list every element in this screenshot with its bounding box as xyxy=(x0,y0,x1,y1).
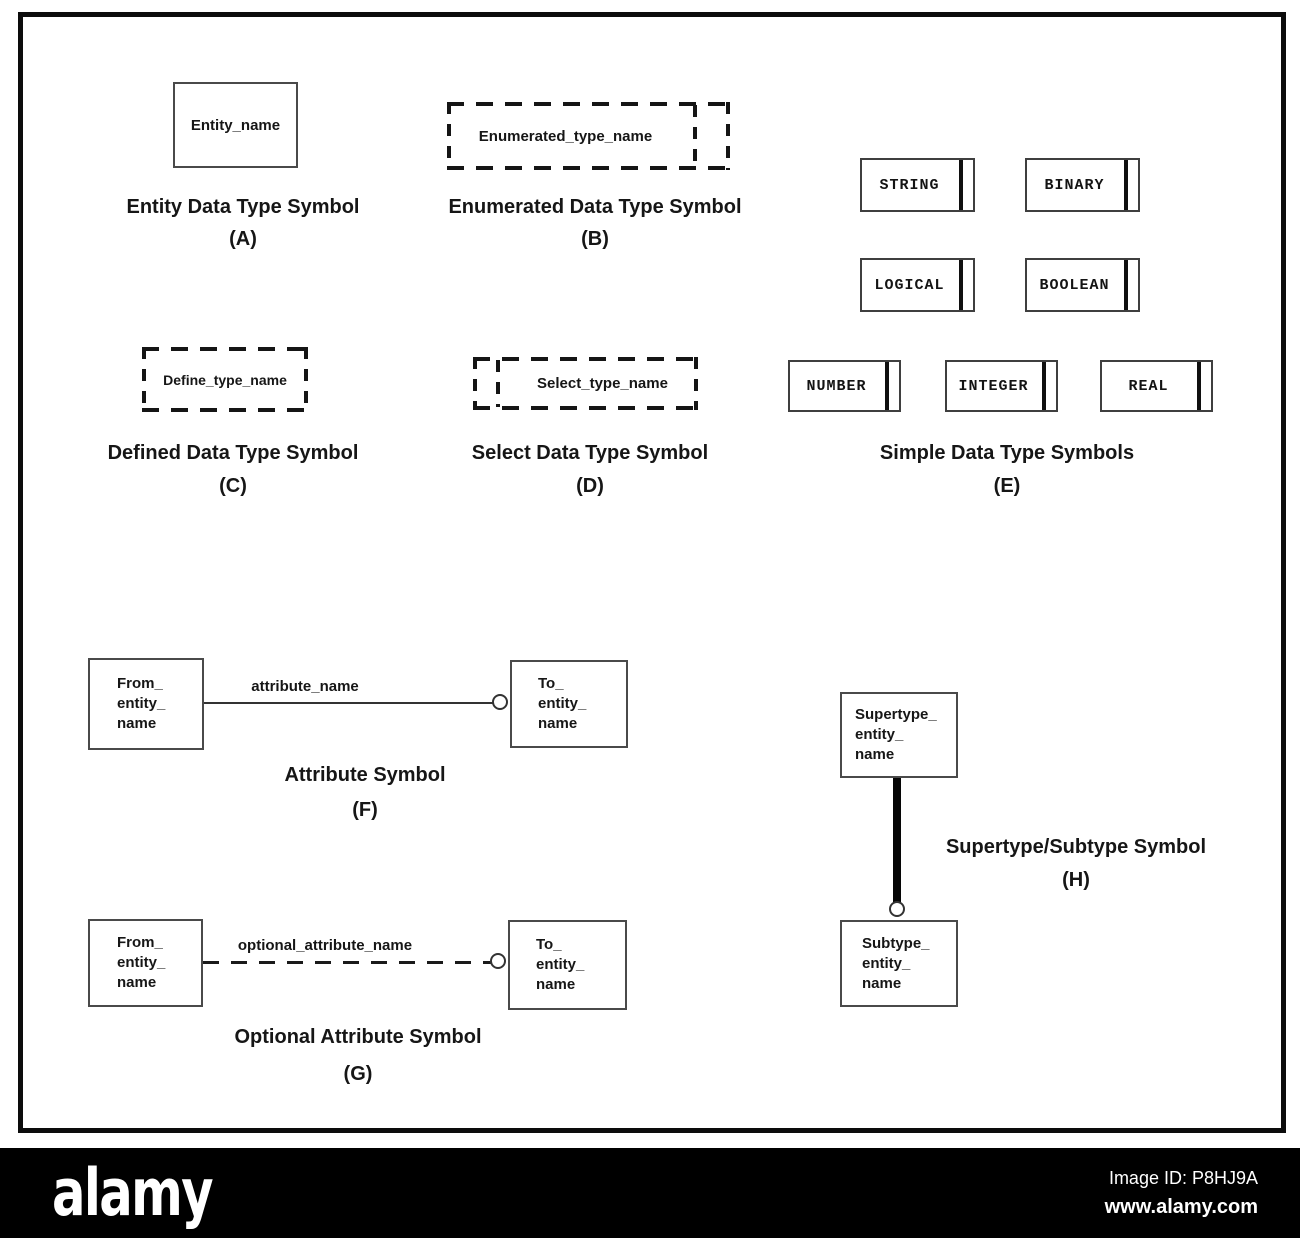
subtype-line: Subtype_ xyxy=(862,934,930,952)
caption-optional-attribute-text: Optional Attribute Symbol xyxy=(234,1026,482,1048)
attribute-line xyxy=(204,702,493,704)
simple-type-label-number: NUMBER xyxy=(806,377,867,395)
simple-type-bar xyxy=(885,362,889,410)
simple-type-bar xyxy=(1197,362,1201,410)
alamy-url-text: www.alamy.com xyxy=(1104,1196,1258,1218)
defined-type-label: Define_type_name xyxy=(163,371,287,388)
subtype-line: name xyxy=(862,974,902,992)
caption-defined-tag: (C) xyxy=(219,475,247,497)
supertype-subtype-circle xyxy=(889,901,905,917)
simple-type-bar xyxy=(959,160,963,210)
from-entity-line: From_ xyxy=(117,675,163,692)
simple-type-box-real xyxy=(1100,360,1213,412)
optional-attribute-circle xyxy=(490,953,506,969)
caption-attribute xyxy=(240,764,490,822)
supertype-line: entity_ xyxy=(855,726,904,743)
entity-type-box xyxy=(173,82,298,168)
subtype-line: entity_ xyxy=(862,954,911,972)
caption-entity-text: Entity Data Type Symbol xyxy=(126,196,360,218)
simple-type-box-boolean xyxy=(1025,258,1140,312)
caption-simple xyxy=(857,442,1157,498)
simple-type-box-binary xyxy=(1025,158,1140,212)
caption-defined xyxy=(95,442,371,498)
simple-type-bar xyxy=(1124,160,1128,210)
caption-supertype-subtype-tag: (H) xyxy=(1062,869,1090,891)
simple-type-box-logical xyxy=(860,258,975,312)
from-entity-line: name xyxy=(117,715,157,732)
simple-type-box-string xyxy=(860,158,975,212)
enumerated-divider-line xyxy=(693,105,697,167)
from-entity-line: entity_ xyxy=(117,954,166,971)
caption-supertype-subtype xyxy=(930,836,1222,892)
to-entity-line: name xyxy=(536,976,576,993)
caption-optional-attribute xyxy=(213,1026,503,1086)
caption-supertype-subtype-text: Supertype/Subtype Symbol xyxy=(945,836,1207,858)
caption-enumerated xyxy=(434,196,756,251)
enumerated-type-label: Enumerated_type_name xyxy=(478,127,653,145)
simple-type-label-real: REAL xyxy=(1128,377,1169,395)
simple-type-label-integer: INTEGER xyxy=(958,377,1029,395)
attribute-line-label: attribute_name xyxy=(251,678,359,695)
to-entity-line: entity_ xyxy=(538,695,587,712)
to-entity-line: To_ xyxy=(538,675,564,692)
optional-attribute-dashed-line xyxy=(203,961,491,964)
caption-attribute-tag: (F) xyxy=(352,799,378,821)
supertype-subtype-thick-line xyxy=(893,778,901,904)
caption-select-text: Select Data Type Symbol xyxy=(471,442,709,464)
caption-simple-text: Simple Data Type Symbols xyxy=(879,442,1135,464)
to-entity-line: name xyxy=(538,715,578,732)
simple-type-box-integer xyxy=(945,360,1058,412)
simple-type-bar xyxy=(1124,260,1128,310)
simple-type-label-logical: LOGICAL xyxy=(874,276,945,294)
optional-attribute-line-label: optional_attribute_name xyxy=(237,937,413,954)
caption-simple-tag: (E) xyxy=(993,475,1021,497)
simple-type-bar xyxy=(1042,362,1046,410)
optional-to-entity-box xyxy=(508,920,627,1010)
to-entity-line: entity_ xyxy=(536,956,585,973)
caption-select-tag: (D) xyxy=(576,475,604,497)
caption-select xyxy=(457,442,723,498)
simple-type-bar xyxy=(959,260,963,310)
defined-type-box xyxy=(142,347,308,412)
enumerated-type-box xyxy=(447,102,730,170)
caption-attribute-text: Attribute Symbol xyxy=(284,764,446,786)
attribute-to-entity-box xyxy=(510,660,628,748)
image-id-text: Image ID: P8HJ9A xyxy=(1108,1168,1258,1188)
from-entity-line: From_ xyxy=(117,934,163,951)
simple-type-label-boolean: BOOLEAN xyxy=(1039,276,1110,294)
alamy-logo: alamy xyxy=(52,1154,212,1231)
simple-type-label-binary: BINARY xyxy=(1044,176,1105,194)
optional-from-entity-box xyxy=(88,919,203,1007)
supertype-line: Supertype_ xyxy=(855,706,937,723)
from-entity-line: name xyxy=(117,974,157,991)
supertype-line: name xyxy=(855,746,895,763)
attribute-from-entity-box xyxy=(88,658,204,750)
select-type-label: Select_type_name xyxy=(537,375,668,392)
caption-entity-tag: (A) xyxy=(229,228,257,250)
watermark-bar xyxy=(0,1148,1300,1238)
watermark-info xyxy=(1105,1164,1258,1222)
caption-enumerated-tag: (B) xyxy=(581,228,609,250)
subtype-entity-box xyxy=(840,920,958,1007)
from-entity-line: entity_ xyxy=(117,695,166,712)
select-type-box xyxy=(473,357,698,410)
attribute-circle xyxy=(492,694,508,710)
caption-optional-attribute-tag: (G) xyxy=(343,1063,373,1085)
select-divider-line xyxy=(496,360,500,407)
simple-type-label-string: STRING xyxy=(879,176,940,194)
caption-enumerated-text: Enumerated Data Type Symbol xyxy=(448,196,742,218)
caption-defined-text: Defined Data Type Symbol xyxy=(107,442,359,464)
supertype-entity-box xyxy=(840,692,958,778)
caption-entity xyxy=(112,196,374,251)
entity-type-label: Entity_name xyxy=(190,116,281,134)
simple-type-box-number xyxy=(788,360,901,412)
to-entity-line: To_ xyxy=(536,936,562,953)
